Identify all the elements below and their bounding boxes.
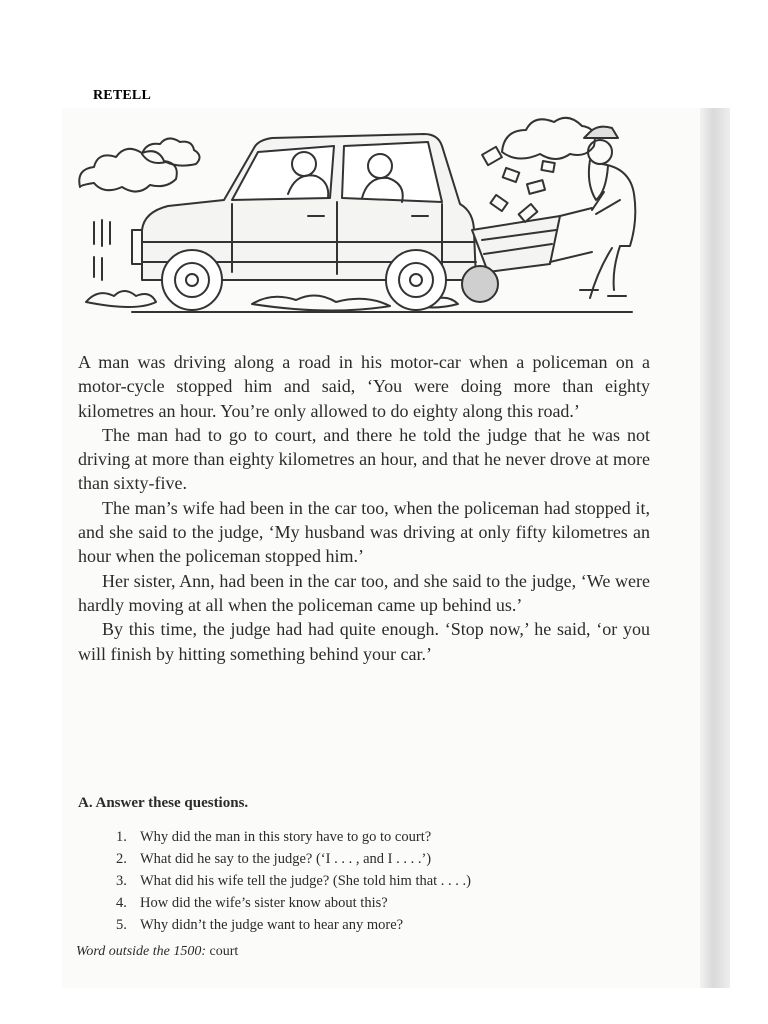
story-paragraph: A man was driving along a road in his motor-car when a policeman on a motor-cycle stopped him and said, ‘You were doing more than eighty kilometres an hour. You’re only allowed to do eighty along this road.’ [78,352,650,421]
page-gutter-shadow [700,108,730,988]
question-number: 2. [116,851,127,867]
story-text [78,350,650,666]
car-icon [132,134,476,310]
cloud-icon [79,138,199,191]
page-heading: RETELL [93,88,151,103]
story-paragraph: By this time, the judge had had quite enough. ‘Stop now,’ he said, ‘or you will finish by hitting something behind your car.’ [78,619,650,664]
question-text: Why did the man in this story have to go to court? [140,829,432,845]
vocabulary-footnote [76,944,238,960]
question-number: 4. [116,895,127,911]
question-number: 3. [116,873,127,889]
question-number: 1. [116,829,127,845]
question-text: What did he say to the judge? (‘I . . . , and I . . . .’) [140,851,432,867]
section-a-title: A. Answer these questions. [78,795,249,811]
question-item [116,848,636,870]
question-number: 5. [116,917,127,933]
story-paragraph: The man had to go to court, and there he told the judge that he was not driving at more than eighty kilometres an hour, and that he never drove at more than sixty-five. [78,424,650,494]
footnote-word: court [209,944,239,959]
wheelbarrow-icon [462,208,592,302]
question-item [116,870,636,892]
story-paragraph: The man’s wife had been in the car too, when the policeman had stopped it, and she said to the judge, ‘My husband was driving at only fifty kilometres an hour when the policeman stopped him.’ [78,497,650,567]
questions-list [116,826,636,936]
cloud-icon [502,118,595,159]
old-man-icon [580,127,635,298]
question-item [116,826,636,848]
question-item [116,892,636,914]
car-and-wheelbarrow-illustration [72,112,652,327]
question-item [116,914,636,936]
story-paragraph: Her sister, Ann, had been in the car too, and she said to the judge, ‘We were hardly moving at all when the policeman came up behind us.’ [78,570,650,615]
footnote-lead: Word outside the 1500: [76,944,207,959]
question-text: What did his wife tell the judge? (She told him that . . . .) [140,873,472,889]
question-text: Why didn’t the judge want to hear any more? [140,917,404,933]
question-text: How did the wife’s sister know about this? [140,895,388,911]
